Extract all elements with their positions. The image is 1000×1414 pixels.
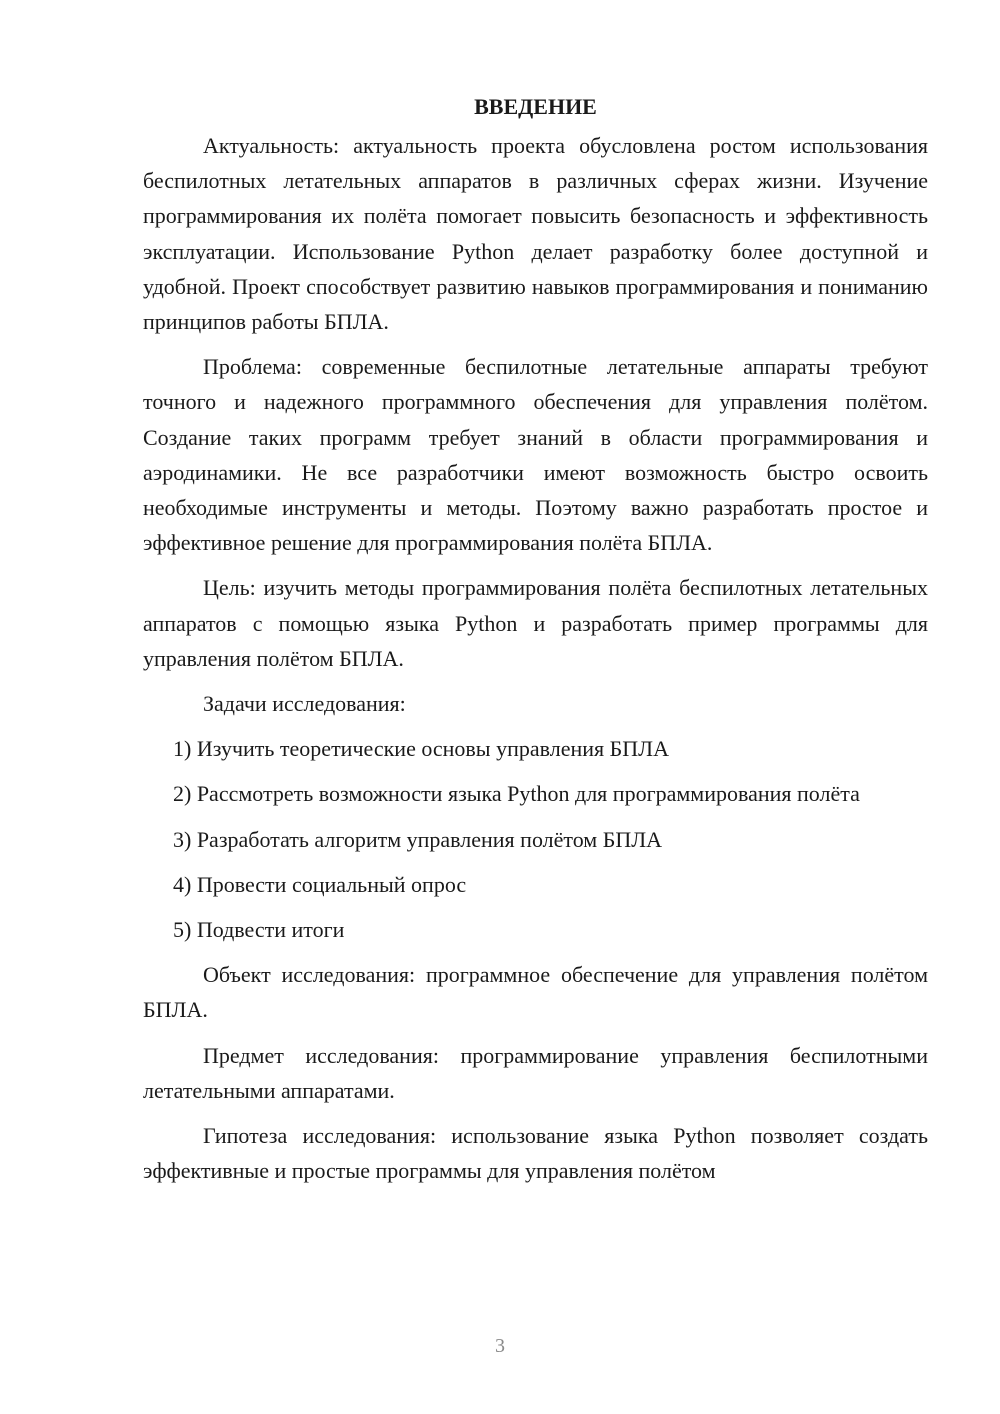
list-item-task-1: 1) Изучить теоретические основы управления БПЛА bbox=[173, 736, 669, 762]
section-heading: ВВЕДЕНИЕ bbox=[474, 94, 597, 119]
document-page bbox=[143, 92, 928, 1188]
list-item-task-5: 5) Подвести итоги bbox=[173, 917, 345, 943]
list-item-task-2: 2) Рассмотреть возможности языка Python для программирования полёта bbox=[173, 781, 860, 807]
list-item-task-4: 4) Провести социальный опрос bbox=[173, 871, 467, 897]
page-number: 3 bbox=[495, 1335, 505, 1357]
paragraph-object: Объект исследования: программное обеспечение для управления полётом БПЛА. bbox=[143, 962, 928, 1023]
paragraph-subject: Предмет исследования: программирование управления беспилотными летательными аппаратами. bbox=[143, 1042, 928, 1103]
list-item-task-3: 3) Разработать алгоритм управления полётом БПЛА bbox=[173, 826, 663, 852]
tasks-title: Задачи исследования: bbox=[203, 691, 406, 717]
paragraph-goal: Цель: изучить методы программирования полёта беспилотных летательных аппаратов с помощью языка Python и разработать пример программы для управления полётом БПЛА. bbox=[143, 575, 928, 671]
paragraph-hypothesis: Гипотеза исследования: использование языка Python позволяет создать эффективные и простые программы для управления полётом bbox=[143, 1123, 928, 1184]
paragraph-relevance: Актуальность: актуальность проекта обусловлена ростом использования беспилотных летательных аппаратов в различных сферах жизни. Изучение программирования их полёта помогает повысить безопасность и эффективность эксплуатации. Использование Python делает разработку более доступной и удобной. Проект способствует развитию навыков программирования и пониманию принципов работы БПЛА. bbox=[143, 133, 928, 335]
paragraph-problem: Проблема: современные беспилотные летательные аппараты требуют точного и надежного программного обеспечения для управления полётом. Создание таких программ требует знаний в области программирования и аэродинамики. Не все разработчики имеют возможность быстро освоить необходимые инструменты и методы. Поэтому важно разработать простое и эффективное решение для программирования полёта БПЛА. bbox=[143, 354, 928, 556]
